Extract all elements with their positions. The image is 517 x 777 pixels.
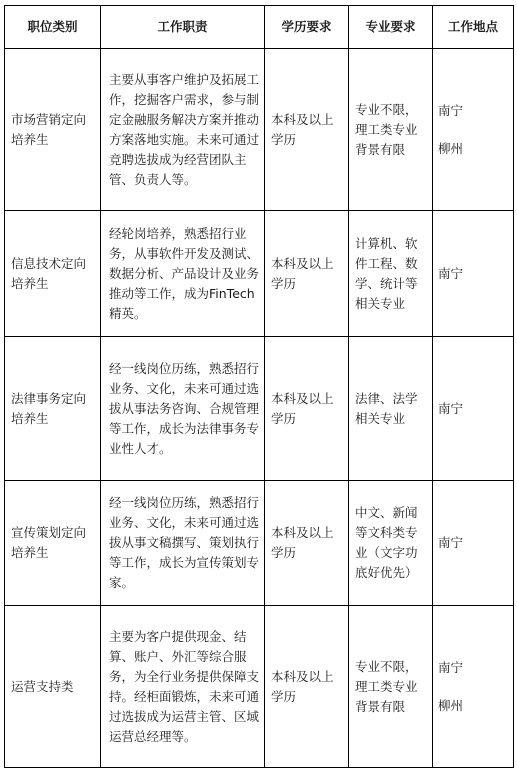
cell-major: 专业不限，理工类专业背景有限	[349, 606, 433, 768]
cell-duties: 经一线岗位历练，熟悉招行业务、文化，未来可通过选拔从事文稿撰写、策划执行等工作，成长为宣传策划专家。	[101, 481, 265, 606]
cell-location	[433, 481, 514, 606]
header-location: 工作地点	[433, 6, 514, 49]
cell-major: 法律、法学相关专业	[349, 337, 433, 481]
cell-category: 运营支持类	[5, 606, 101, 768]
cell-category: 法律事务定向培养生	[5, 337, 101, 481]
cell-location	[433, 606, 514, 768]
cell-duties: 主要为客户提供现金、结算、账户、外汇等综合服务，为全行业务提供保障支持。经柜面锻炼，未来可通过选拔成为运营主管、区域运营总经理等。	[101, 606, 265, 768]
location-item: 南宁	[438, 265, 464, 281]
cell-duties: 经轮岗培养，熟悉招行业务，从事软件开发及测试、数据分析、产品设计及业务推动等工作，成为FinTech精英。	[101, 211, 265, 337]
cell-duties: 经一线岗位历练，熟悉招行业务、文化，未来可通过选拔从事法务咨询、合规管理等工作，成长为法律事务专业性人才。	[101, 337, 265, 481]
header-duties: 工作职责	[101, 6, 265, 49]
cell-category: 宣传策划定向培养生	[5, 481, 101, 606]
table-row	[5, 481, 514, 606]
cell-location	[433, 49, 514, 211]
location-item: 南宁	[438, 535, 464, 550]
cell-major: 专业不限，理工类专业背景有限	[349, 49, 433, 211]
location-item: 南宁	[438, 659, 464, 675]
table-row	[5, 211, 514, 337]
location-item: 柳州	[438, 697, 464, 713]
cell-education: 本科及以上学历	[265, 49, 349, 211]
table-row	[5, 337, 514, 481]
location-item: 南宁	[438, 102, 464, 118]
cell-duties: 主要从事客户维护及拓展工作，挖掘客户需求，参与制定金融服务解决方案并推动方案落地实施。未来可通过竞聘选拔成为经营团队主管、负责人等。	[101, 49, 265, 211]
header-row	[5, 6, 514, 49]
cell-education: 本科及以上学历	[265, 337, 349, 481]
header-major: 专业要求	[349, 6, 433, 49]
table-row	[5, 49, 514, 211]
cell-education: 本科及以上学历	[265, 211, 349, 337]
cell-major: 计算机、软件工程、数学、统计等相关专业	[349, 211, 433, 337]
job-table	[4, 5, 514, 768]
cell-location	[433, 211, 514, 337]
cell-major: 中文、新闻等文科类专业（文字功底好优先）	[349, 481, 433, 606]
cell-education: 本科及以上学历	[265, 606, 349, 768]
location-item: 南宁	[438, 400, 464, 416]
header-education: 学历要求	[265, 6, 349, 49]
cell-education: 本科及以上学历	[265, 481, 349, 606]
location-item: 柳州	[438, 140, 464, 156]
cell-category: 市场营销定向培养生	[5, 49, 101, 211]
cell-category: 信息技术定向培养生	[5, 211, 101, 337]
header-category: 职位类别	[5, 6, 101, 49]
table-row	[5, 606, 514, 768]
cell-location	[433, 337, 514, 481]
